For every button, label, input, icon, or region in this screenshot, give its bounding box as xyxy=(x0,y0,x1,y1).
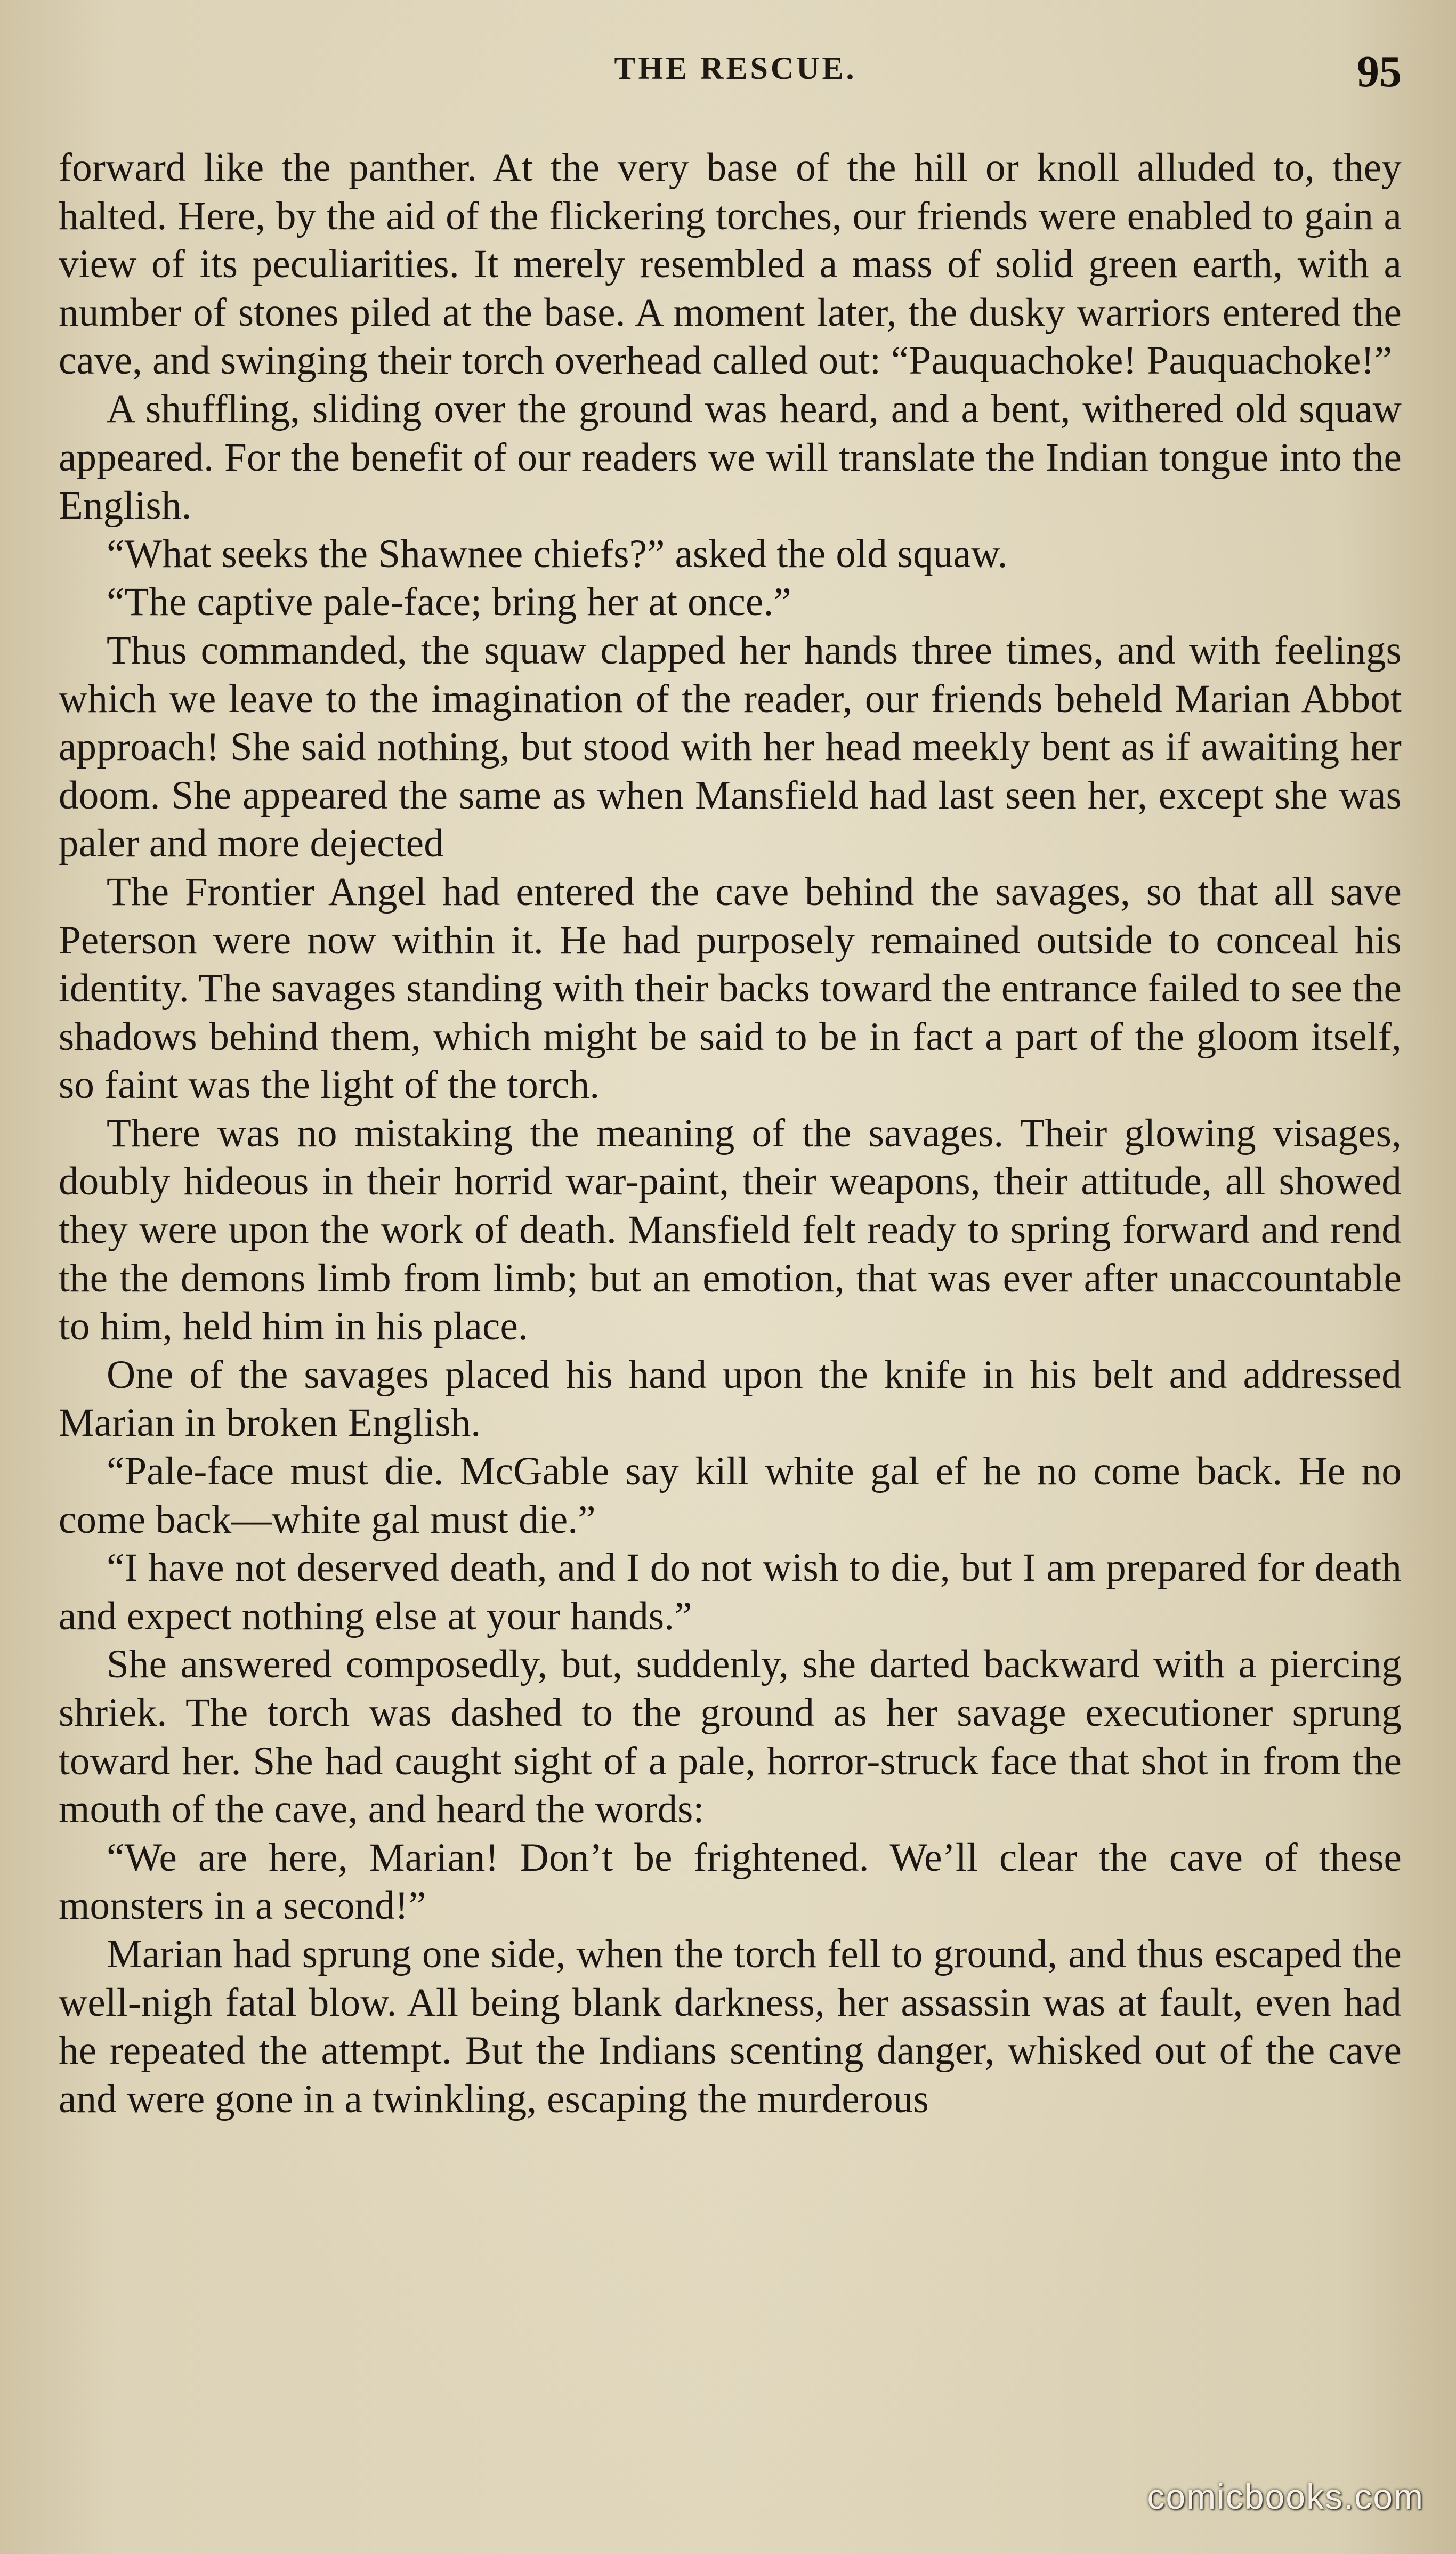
paragraph-6: The Frontier Angel had entered the cave behind the savages, so that all save Peterson were now within it. He had purposely remained outside to conceal his identity. The savages standing with their backs toward the entrance failed to see the shadows behind them, which might be said to be in fact a part of the gloom itself, so faint was the light of the torch. xyxy=(59,869,1402,1108)
paragraph-9: “Pale-face must die. McGable say kill white gal ef he no come back. He no come back—white gal must die.” xyxy=(59,1449,1402,1542)
paragraph-8: One of the savages placed his hand upon the knife in his belt and addressed Marian in broken English. xyxy=(59,1352,1402,1445)
paragraph-2: A shuffling, sliding over the ground was heard, and a bent, withered old squaw appeared. For the benefit of our readers we will translate the Indian tongue into the English. xyxy=(59,386,1402,528)
paragraph-5: Thus commanded, the squaw clapped her hands three times, and with feelings which we leave to the imagination of the reader, our friends beheld Marian Abbot approach! She said nothing, but stood with her head meekly bent as if awaiting her doom. She appeared the same as when Mansfield had last seen her, except she was paler and more dejected xyxy=(59,628,1402,866)
watermark: comicbooks.com xyxy=(1147,2477,1424,2516)
paragraph-4: “The captive pale-face; bring her at once.” xyxy=(107,580,791,625)
paragraph-12: “We are here, Marian! Don’t be frightened. We’ll clear the cave of these monsters in a second!” xyxy=(59,1835,1402,1928)
paragraph-1: forward like the panther. At the very base of the hill or knoll alluded to, they halted. Here, by the aid of the flickering torches, our friends were enabled to gain a view of its peculiarities. It merely resembled a mass of solid green earth, with a number of stones piled at the base. A moment later, the dusky warriors entered the cave, and swinging their torch overhead called out: “Pauquachoke! Pauquachoke!” xyxy=(59,146,1402,383)
page-number: 95 xyxy=(1357,47,1402,96)
paragraph-11: She answered composedly, but, suddenly, she darted backward with a piercing shriek. The torch was dashed to the ground as her savage executioner sprung toward her. She had caught sight of a pale, horror-struck face that shot in from the mouth of the cave, and heard the words: xyxy=(59,1642,1402,1832)
body-text xyxy=(59,144,1402,2123)
paragraph-10: “I have not deserved death, and I do not wish to die, but I am prepared for death and expect nothing else at your hands.” xyxy=(59,1546,1402,1638)
paragraph-3: “What seeks the Shawnee chiefs?” asked the old squaw. xyxy=(107,531,1008,576)
running-title: THE RESCUE. xyxy=(614,51,857,86)
page-header xyxy=(64,46,1407,104)
paragraph-7: There was no mistaking the meaning of the savages. Their glowing visages, doubly hideous in their horrid war-paint, their weapons, their attitude, all showed they were upon the work of death. Mansfield felt ready to spring forward and rend the the demons limb from limb; but an emotion, that was ever after unaccountable to him, held him in his place. xyxy=(59,1111,1402,1349)
paragraph-13: Marian had sprung one side, when the torch fell to ground, and thus escaped the well-nigh fatal blow. All being blank darkness, her assassin was at fault, even had he repeated the attempt. But the Indians scenting danger, whisked out of the cave and were gone in a twinkling, escaping the murderous xyxy=(59,1931,1402,2121)
